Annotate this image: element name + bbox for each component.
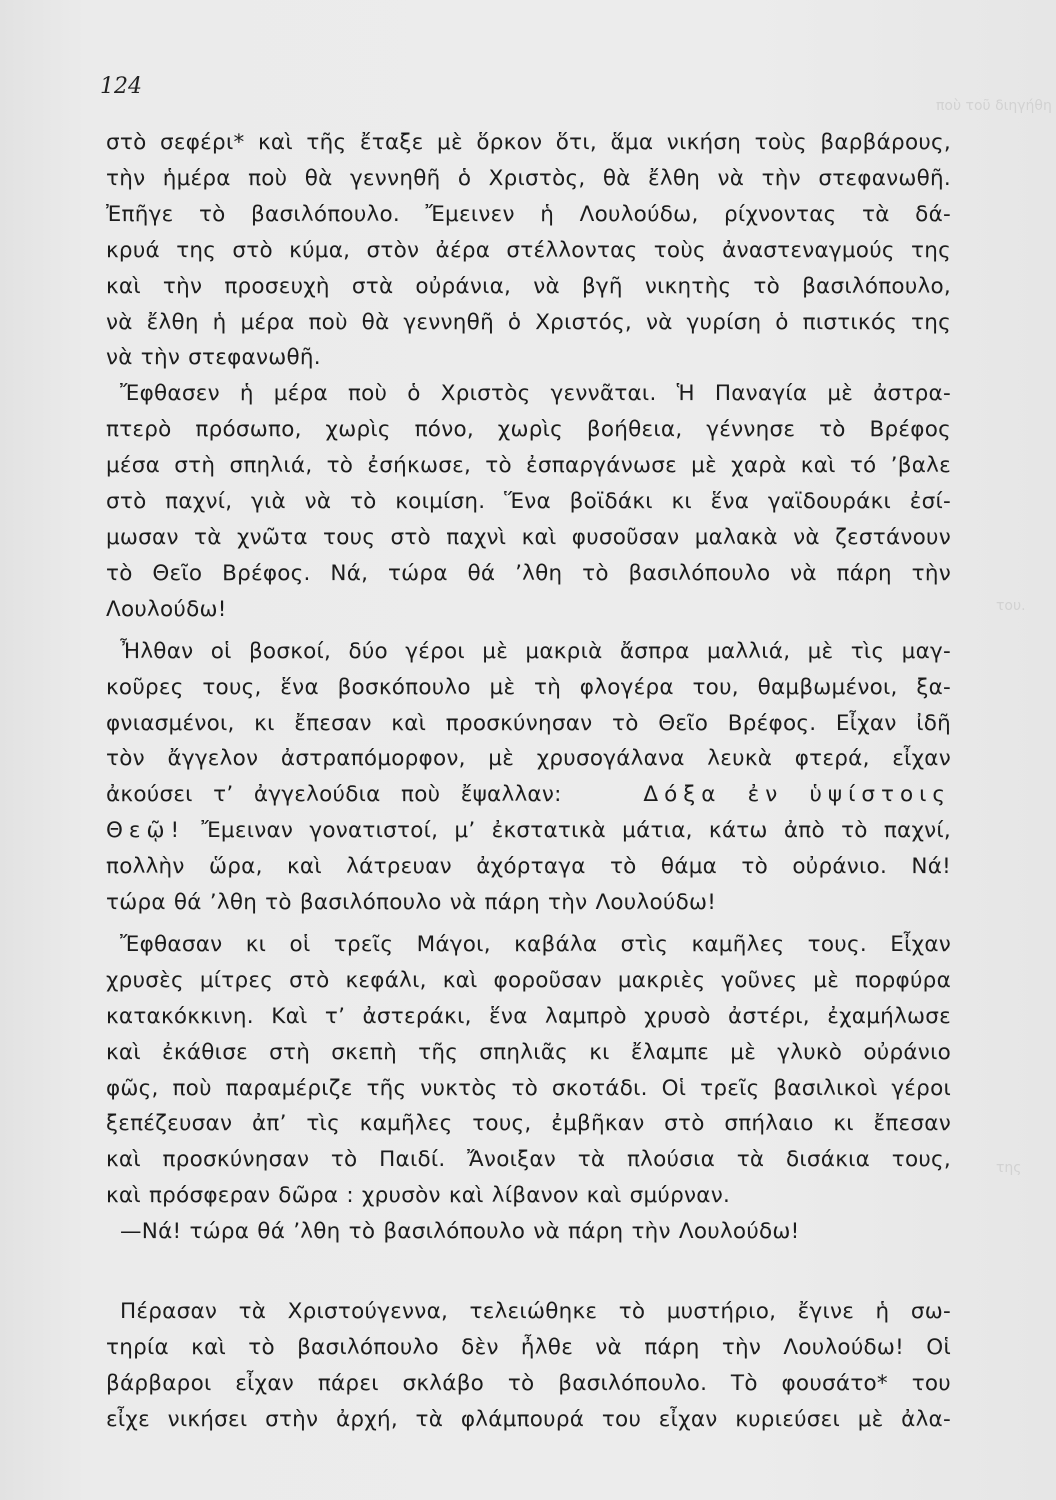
text-line: πτερὸ πρόσωπο, χωρὶς πόνο, χωρὶς βοήθεια, γέννησε τὸ Βρέφος	[106, 417, 951, 443]
text-line: Ἦλθαν οἱ βοσκοί, δύο γέροι μὲ μακριὰ ἄσπρα μαλλιά, μὲ τὶς μαγ-	[120, 638, 951, 664]
text-line: τώρα θά ’λθη τὸ βασιλόπουλο νὰ πάρη τὴν Λουλούδω!	[106, 890, 717, 916]
text-line: τὸ Θεῖο Βρέφος. Νά, τώρα θά ’λθη τὸ βασιλόπουλο νὰ πάρη τὴν	[106, 560, 951, 586]
text-line: κατακόκκινη. Καὶ τ’ ἀστεράκι, ἕνα λαμπρὸ χρυσὸ ἀστέρι, ἐχαμήλωσε	[106, 1003, 951, 1029]
text-line: φῶς, ποὺ παραμέριζε τῆς νυκτὸς τὸ σκοτάδι. Οἱ τρεῖς βασιλικοὶ γέροι	[106, 1075, 951, 1101]
text-line: χρυσὲς μίτρες στὸ κεφάλι, καὶ φοροῦσαν μακριὲς γοῦνες μὲ πορφύρα	[106, 967, 951, 993]
bleed-through-text: του.	[996, 598, 1026, 614]
hymn-quote: Δόξα ἐν ὑψίστοις	[643, 782, 951, 808]
text-line: στὸ σεφέρι* καὶ τῆς ἔταξε μὲ ὅρκον ὅτι, ἅμα νικήση τοὺς βαρβάρους,	[106, 130, 951, 155]
bleed-through-text: της	[996, 1160, 1022, 1176]
text-line: Πέρασαν τὰ Χριστούγεννα, τελειώθηκε τὸ μυστήριο, ἔγινε ἡ σω-	[120, 1299, 951, 1325]
bleed-through-text: ποὺ τοῦ διηγήθη	[936, 98, 1052, 114]
text-line: νὰ τὴν στεφανωθῆ.	[106, 345, 321, 371]
text-line: μωσαν τὰ χνῶτα τους στὸ παχνὶ καὶ φυσοῦσαν μαλακὰ νὰ ζεστάνουν	[106, 524, 951, 550]
text-line: νὰ ἔλθη ἡ μέρα ποὺ θὰ γεννηθῆ ὁ Χριστός, νὰ γυρίση ὁ πιστικός της	[106, 309, 951, 335]
text-line: Ἐπῆγε τὸ βασιλόπουλο. Ἔμεινεν ἡ Λουλούδω, ρίχνοντας τὰ δά-	[106, 201, 951, 227]
text-fragment: ἀκούσει τ’ ἀγγελούδια ποὺ ἔψαλλαν:	[106, 782, 562, 808]
text-line: στὸ παχνί, γιὰ νὰ τὸ κοιμίση. Ἕνα βοϊδάκι κι ἕνα γαϊδουράκι ἐσί-	[106, 489, 951, 515]
text-line: καὶ πρόσφεραν δῶρα : χρυσὸν καὶ λίβανον καὶ σμύρναν.	[106, 1183, 731, 1209]
text-line	[106, 813, 951, 849]
text-line: βάρβαροι εἶχαν πάρει σκλάβο τὸ βασιλόπουλο. Τὸ φουσάτο* του	[106, 1370, 951, 1396]
text-line: πολλὴν ὥρα, καὶ λάτρευαν ἀχόρταγα τὸ θάμα τὸ οὐράνιο. Νά!	[106, 854, 951, 880]
text-line: κρυά της στὸ κύμα, στὸν ἀέρα στέλλοντας τοὺς ἀναστεναγμούς της	[106, 237, 951, 263]
text-fragment: Ἔμειναν γονατιστοί, μ’ ἐκστατικὰ μάτια, κάτω ἀπὸ τὸ παχνί,	[201, 818, 951, 844]
text-line: τηρία καὶ τὸ βασιλόπουλο δὲν ἦλθε νὰ πάρη τὴν Λουλούδω! Οἱ	[106, 1335, 951, 1360]
text-line: εἶχε νικήσει στὴν ἀρχή, τὰ φλάμπουρά του εἶχαν κυριεύσει μὲ ἀλα-	[106, 1406, 951, 1432]
text-line: Ἔφθασεν ἡ μέρα ποὺ ὁ Χριστὸς γεννᾶται. Ἡ Παναγία μὲ ἀστρα-	[120, 381, 951, 407]
text-line: καὶ προσκύνησαν τὸ Παιδί. Ἄνοιξαν τὰ πλούσια τὰ δισάκια τους,	[106, 1147, 951, 1173]
body-text	[106, 125, 951, 1438]
hymn-quote: Θεῷ!	[106, 818, 186, 844]
text-line: τὸν ἄγγελον ἀστραπόμορφον, μὲ χρυσογάλανα λευκὰ φτερά, εἶχαν	[106, 746, 951, 772]
text-line: Λουλούδω!	[106, 596, 227, 622]
text-line: κοῦρες τους, ἕνα βοσκόπουλο μὲ τὴ φλογέρα του, θαμβωμένοι, ξα-	[106, 674, 951, 700]
page-number: 124	[100, 74, 142, 99]
text-line: τὴν ἡμέρα ποὺ θὰ γεννηθῆ ὁ Χριστὸς, θὰ ἔλθη νὰ τὴν στεφανωθῆ.	[106, 165, 951, 191]
text-line: Ἔφθασαν κι οἱ τρεῖς Μάγοι, καβάλα στὶς καμῆλες τους. Εἶχαν	[120, 931, 951, 957]
text-line: ξεπέζευσαν ἀπ’ τὶς καμῆλες τους, ἐμβῆκαν στὸ σπήλαιο κι ἔπεσαν	[106, 1111, 951, 1137]
text-line: —Νά! τώρα θά ’λθη τὸ βασιλόπουλο νὰ πάρη τὴν Λουλούδω!	[120, 1219, 800, 1245]
text-line: καὶ τὴν προσευχὴ στὰ οὐράνια, νὰ βγῆ νικητὴς τὸ βασιλόπουλο,	[106, 273, 951, 299]
text-line: φνιασμένοι, κι ἔπεσαν καὶ προσκύνησαν τὸ Θεῖο Βρέφος. Εἶχαν ἰδῆ	[106, 710, 951, 736]
text-line: μέσα στὴ σπηλιά, τὸ ἐσήκωσε, τὸ ἐσπαργάνωσε μὲ χαρὰ καὶ τό ’βαλε	[106, 453, 951, 479]
text-line	[106, 777, 951, 813]
text-line: καὶ ἐκάθισε στὴ σκεπὴ τῆς σπηλιᾶς κι ἔλαμπε μὲ γλυκὸ οὐράνιο	[106, 1039, 951, 1065]
